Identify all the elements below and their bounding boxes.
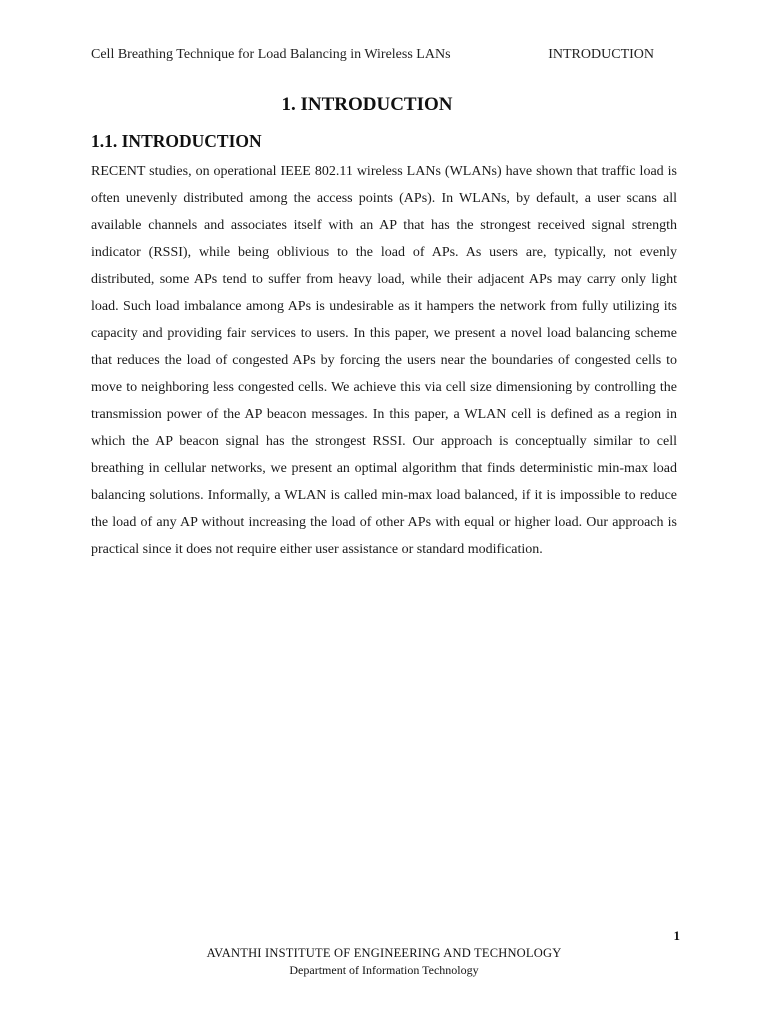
footer-institute: AVANTHI INSTITUTE OF ENGINEERING AND TECHNOLOGY bbox=[206, 946, 562, 960]
body-paragraph: RECENT studies, on operational IEEE 802.11 wireless LANs (WLANs) have shown that traffic load is often unevenly distributed among the access points (APs). In WLANs, by default, a user scans all available channels and associates itself with an AP that has the strongest received signal strength indicator (RSSI), while being oblivious to the load of APs. As users are, typically, not evenly distributed, some APs tend to suffer from heavy load, while their adjacent APs may carry only light load. Such load imbalance among APs is undesirable as it hampers the network from fully utilizing its capacity and providing fair services to users. In this paper, we present a novel load balancing scheme that reduces the load of congested APs by forcing the users near the boundaries of congested cells to move to neighboring less congested cells. We achieve this via cell size dimensioning by controlling the transmission power of the AP beacon messages. In this paper, a WLAN cell is defined as a region in which the AP beacon signal has the strongest RSSI. Our approach is conceptually similar to cell breathing in cellular networks, we present an optimal algorithm that finds deterministic min-max load balancing solutions. Informally, a WLAN is called min-max load balanced, if it is impossible to reduce the load of any AP without increasing the load of other APs with equal or higher load. Our approach is practical since it does not require either user assistance or standard modification. bbox=[91, 164, 677, 557]
header-document-title: Cell Breathing Technique for Load Balancing in Wireless LANs bbox=[91, 47, 451, 62]
section-title: 1.1. INTRODUCTION bbox=[91, 131, 262, 151]
page-number: 1 bbox=[673, 928, 680, 943]
page-footer bbox=[0, 944, 768, 978]
chapter-title: 1. INTRODUCTION bbox=[281, 94, 453, 115]
footer-department: Department of Information Technology bbox=[289, 963, 479, 977]
running-header bbox=[91, 47, 654, 63]
header-chapter-name: INTRODUCTION bbox=[548, 47, 654, 62]
